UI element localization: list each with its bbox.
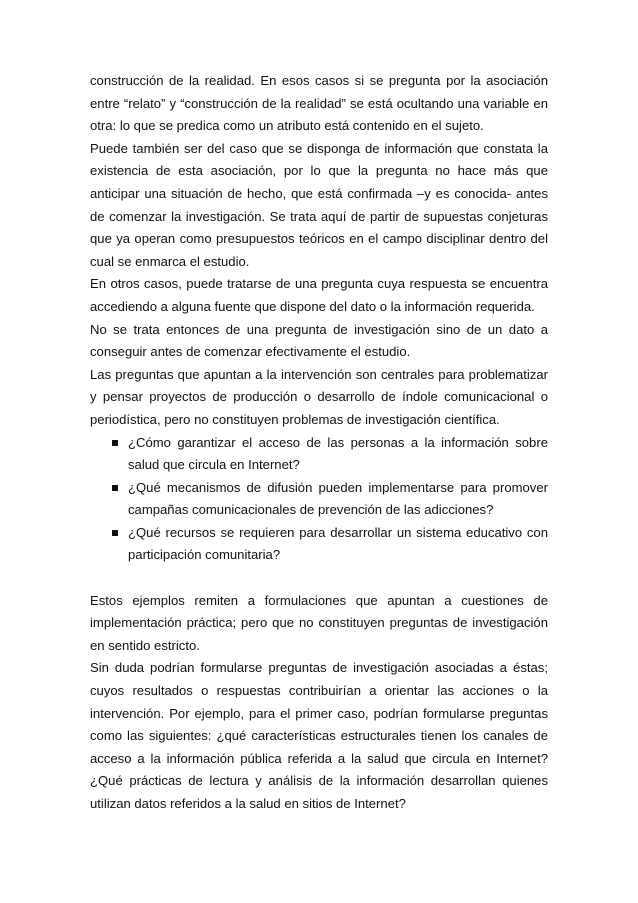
paragraph: construcción de la realidad. En esos casos si se pregunta por la asociación entre “relato” y “construcción de la realidad” se está ocultando una variable en otra: lo que se predica como un atributo está contenido en el sujeto. [90,73,548,134]
list-item-text: ¿Qué recursos se requieren para desarrollar un sistema educativo con participación comunitaria? [128,524,548,563]
blank-line [90,567,548,590]
square-bullet-icon [112,440,118,446]
paragraph: Sin duda podrían formularse preguntas de investigación asociadas a éstas; cuyos resultados o respuestas contribuirían a orientar las acciones o la intervención. Por ejemplo, para el primer caso, podrían formularse preguntas como las siguientes: ¿qué características estructurales tienen los canales de acceso a la información pública referida a la salud que circula en Internet? ¿Qué prácticas de lectura y análisis de la información desarrollan quienes utilizan datos referidos a la salud en sitios de Internet? [90,660,548,811]
square-bullet-icon [112,485,118,491]
list-item [90,477,548,522]
list-item [90,522,548,567]
document-body [90,70,548,816]
square-bullet-icon [112,530,118,536]
paragraph: No se trata entonces de una pregunta de investigación sino de un dato a conseguir antes de comenzar efectivamente el estudio. [90,321,548,360]
list-item [90,432,548,477]
paragraph: Puede también ser del caso que se disponga de información que constata la existencia de esta asociación, por lo que la pregunta no hace más que anticipar una situación de hecho, que está confirmada –y es conocida- antes de comenzar la investigación. Se trata aquí de partir de supuestas conjeturas que ya operan como presupuestos teóricos en el campo disciplinar dentro del cual se enmarca el estudio. [90,140,548,269]
bullet-list [90,432,548,568]
paragraph: En otros casos, puede tratarse de una pregunta cuya respuesta se encuentra accediendo a alguna fuente que dispone del dato o la información requerida. [90,276,548,314]
list-item-text: ¿Cómo garantizar el acceso de las personas a la información sobre salud que circula en Internet? [128,434,548,473]
list-item-text: ¿Qué mecanismos de difusión pueden implementarse para promover campañas comunicacionales de prevención de las adicciones? [128,479,548,518]
paragraph: Estos ejemplos remiten a formulaciones que apuntan a cuestiones de implementación práctica; pero que no constituyen preguntas de investigación en sentido estricto. [90,592,548,653]
paragraph: Las preguntas que apuntan a la intervención son centrales para problematizar y pensar proyectos de producción o desarrollo de índole comunicacional o periodística, pero no constituyen problemas de investigación científica. [90,366,548,427]
